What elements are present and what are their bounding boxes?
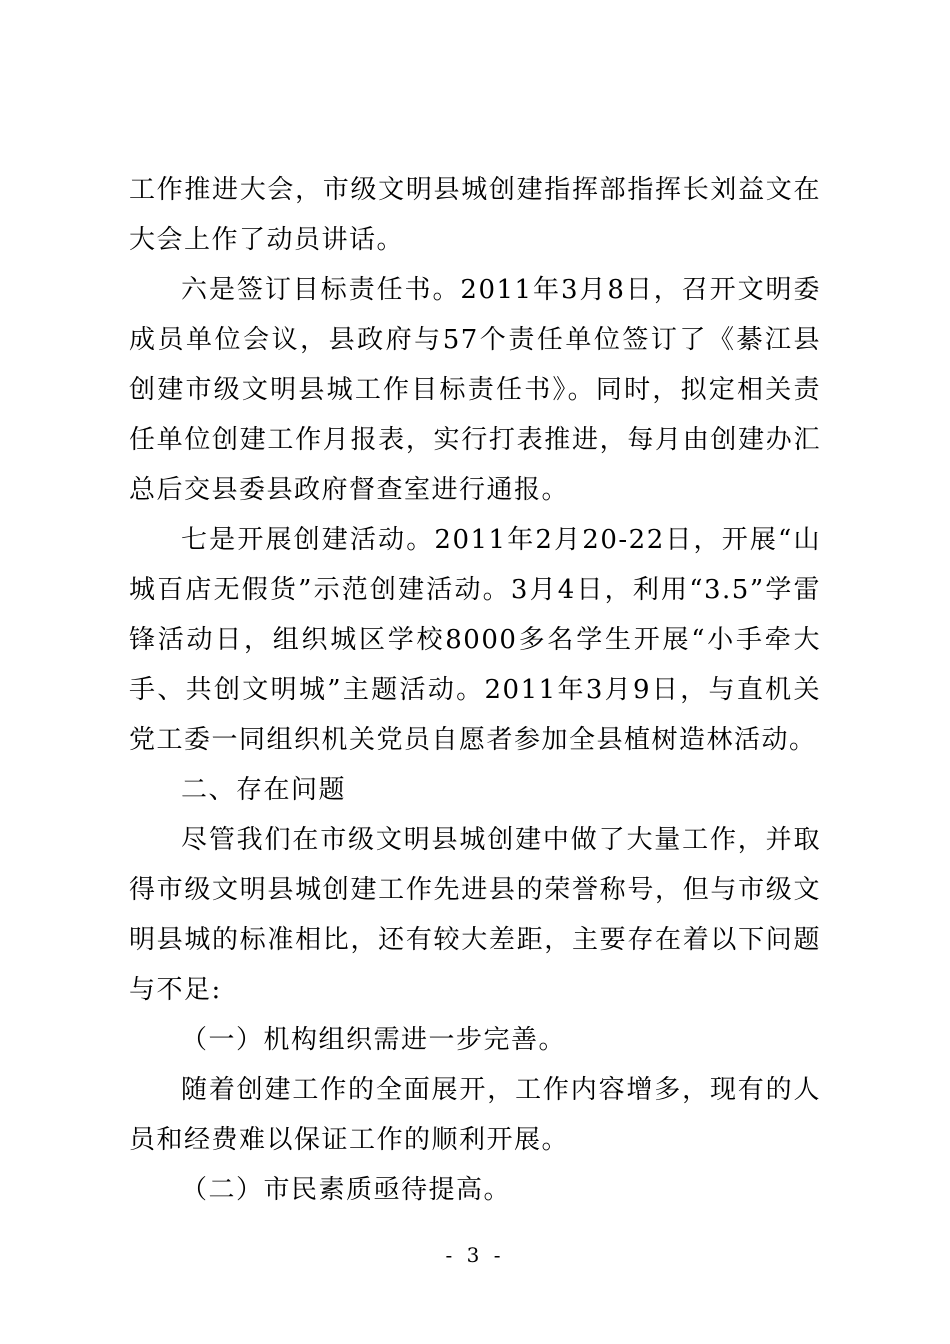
paragraph-problems-intro: 尽管我们在市级文明县城创建中做了大量工作，并取得市级文明县城创建工作先进县的荣誉称号，但与市级文明县城的标准相比，还有较大差距，主要存在着以下问题与不足: [129, 825, 821, 1005]
subheading-organization: （一）机构组织需进一步完善。 [181, 1025, 567, 1055]
paragraph-organization-detail: 随着创建工作的全面展开，工作内容增多，现有的人员和经费难以保证工作的顺利开展。 [129, 1075, 821, 1155]
document-body [129, 165, 821, 1215]
paragraph-target-responsibility: 六是签订目标责任书。2011年3月8日，召开文明委成员单位会议，县政府与57个责任单位签订了《綦江县创建市级文明县城工作目标责任书》。同时，拟定相关责任单位创建工作月报表，实行打表推进，每月由创建办汇总后交县委县政府督查室进行通报。 [129, 275, 821, 505]
section-heading-problems: 二、存在问题 [181, 775, 347, 805]
paragraph-continuation: 工作推进大会，市级文明县城创建指挥部指挥长刘益文在大会上作了动员讲话。 [129, 175, 821, 255]
page-number: - 3 - [445, 1243, 505, 1267]
paragraph-creation-activities: 七是开展创建活动。2011年2月20-22日，开展“山城百店无假货”示范创建活动。3月4日，利用“3.5”学雷锋活动日，组织城区学校8000多名学生开展“小手牵大手、共创文明城”主题活动。2011年3月9日，与直机关党工委一同组织机关党员自愿者参加全县植树造林活动。 [129, 525, 821, 755]
subheading-citizen-quality: （二）市民素质亟待提高。 [181, 1175, 512, 1205]
